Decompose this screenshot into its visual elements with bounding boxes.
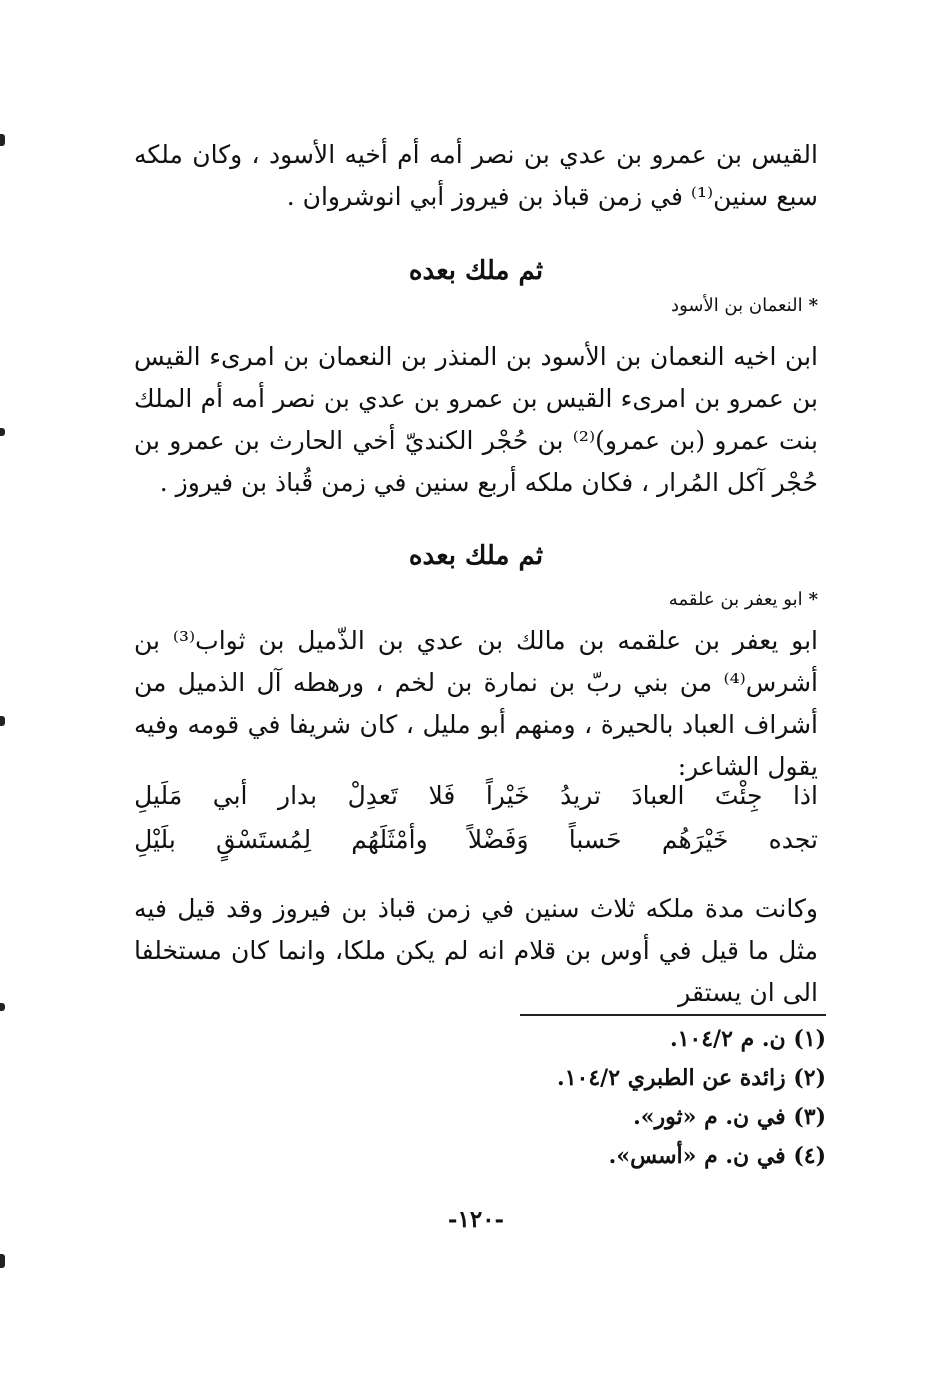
verse-word: مَلَيلِ xyxy=(134,781,183,810)
paragraph-4: وكانت مدة ملكه ثلاث سنين في زمن قباذ بن فيروز وقد قيل فيه مثل ما قيل في أوس بن قلام انه لم يكن ملكا، وانما كان مستخلفا الى ان يستقر xyxy=(134,894,818,1007)
footnote-3: (٣) في ن. م «ثور». xyxy=(633,1104,826,1130)
verse-word: تريدُ xyxy=(560,781,601,810)
paragraph-1: القيس بن عمرو بن عدي بن نصر أمه أم أخيه الأسود ، وكان ملكه سبع سنين⁽¹⁾ في زمن قباذ بن فيروز أبي انوشروان . xyxy=(134,140,818,211)
verse-word: وأمْثَلَهُم xyxy=(351,825,428,854)
verse-word: خَيْراً xyxy=(485,781,530,810)
left-margin-mark xyxy=(0,428,5,436)
verse-word: لِمُستَسْقٍ xyxy=(216,825,312,854)
verse-word: تَعدِلْ xyxy=(347,781,398,810)
verse-word: حَسباً xyxy=(568,825,622,854)
page-number: -١٢٠- xyxy=(447,1206,505,1233)
verse-word: وَفَضْلاً xyxy=(467,825,529,854)
subheading-1-text: النعمان بن الأسود xyxy=(671,295,803,316)
verse-word: تجده xyxy=(768,825,818,854)
footnote-divider xyxy=(520,1014,826,1016)
subheading-2 xyxy=(669,589,818,610)
footnote-1: (١) ن. م ١٠٤/٢. xyxy=(669,1026,826,1052)
left-margin-mark xyxy=(0,1003,5,1011)
verse-line-1 xyxy=(134,774,818,818)
footnote-4: (٤) في ن. م «أسس». xyxy=(608,1143,826,1169)
left-margin-mark xyxy=(0,1254,5,1268)
verse-line-2 xyxy=(134,818,818,862)
left-margin-mark xyxy=(0,716,5,726)
section-heading-1: ثم ملك بعده xyxy=(408,256,544,286)
subheading-1 xyxy=(671,295,818,316)
paragraph-2: ابن اخيه النعمان بن الأسود بن المنذر بن النعمان بن امرىء القيس بن عمرو بن امرىء القيس بن عمرو بن عدي بن نصر أمه أم الملك بنت عمرو (بن عمرو)⁽²⁾ بن حُجْر الكنديّ أخي الحارث بن عمرو بن حُجْر آكل المُرار ، فكان ملكه أربع سنين في زمن قُباذ بن فيروز . xyxy=(134,342,818,497)
star-icon: * xyxy=(808,589,818,610)
subheading-2-text: ابو يعفر بن علقمه xyxy=(668,589,803,610)
paragraph-3: ابو يعفر بن علقمه بن مالك بن عدي بن الذّميل بن ثواب⁽³⁾ بن أشرس⁽⁴⁾ من بني ربّ بن نمارة بن لخم ، ورهطه آل الذميل من أشراف العباد بالحيرة ، ومنهم أبو مليل ، كان شريفا في قومه وفيه يقول الشاعر: xyxy=(134,626,818,781)
verse-word: بدار xyxy=(278,781,318,810)
verse-word: العبادَ xyxy=(631,781,685,810)
verse-word: اذا xyxy=(792,781,818,810)
left-margin-mark xyxy=(0,134,5,146)
footnotes xyxy=(226,1020,826,1176)
star-icon: * xyxy=(808,295,818,316)
verse-word: خَيْرَهُم xyxy=(661,825,729,854)
poem-verse xyxy=(134,774,818,862)
verse-word: فَلا xyxy=(428,781,456,810)
section-heading-2: ثم ملك بعده xyxy=(408,541,544,571)
verse-word: جِئْتَ xyxy=(714,781,763,810)
verse-word: بلَيْلِ xyxy=(134,825,176,854)
footnote-2: (٢) زائدة عن الطبري ١٠٤/٢. xyxy=(557,1065,826,1091)
verse-word: أبي xyxy=(212,781,248,810)
